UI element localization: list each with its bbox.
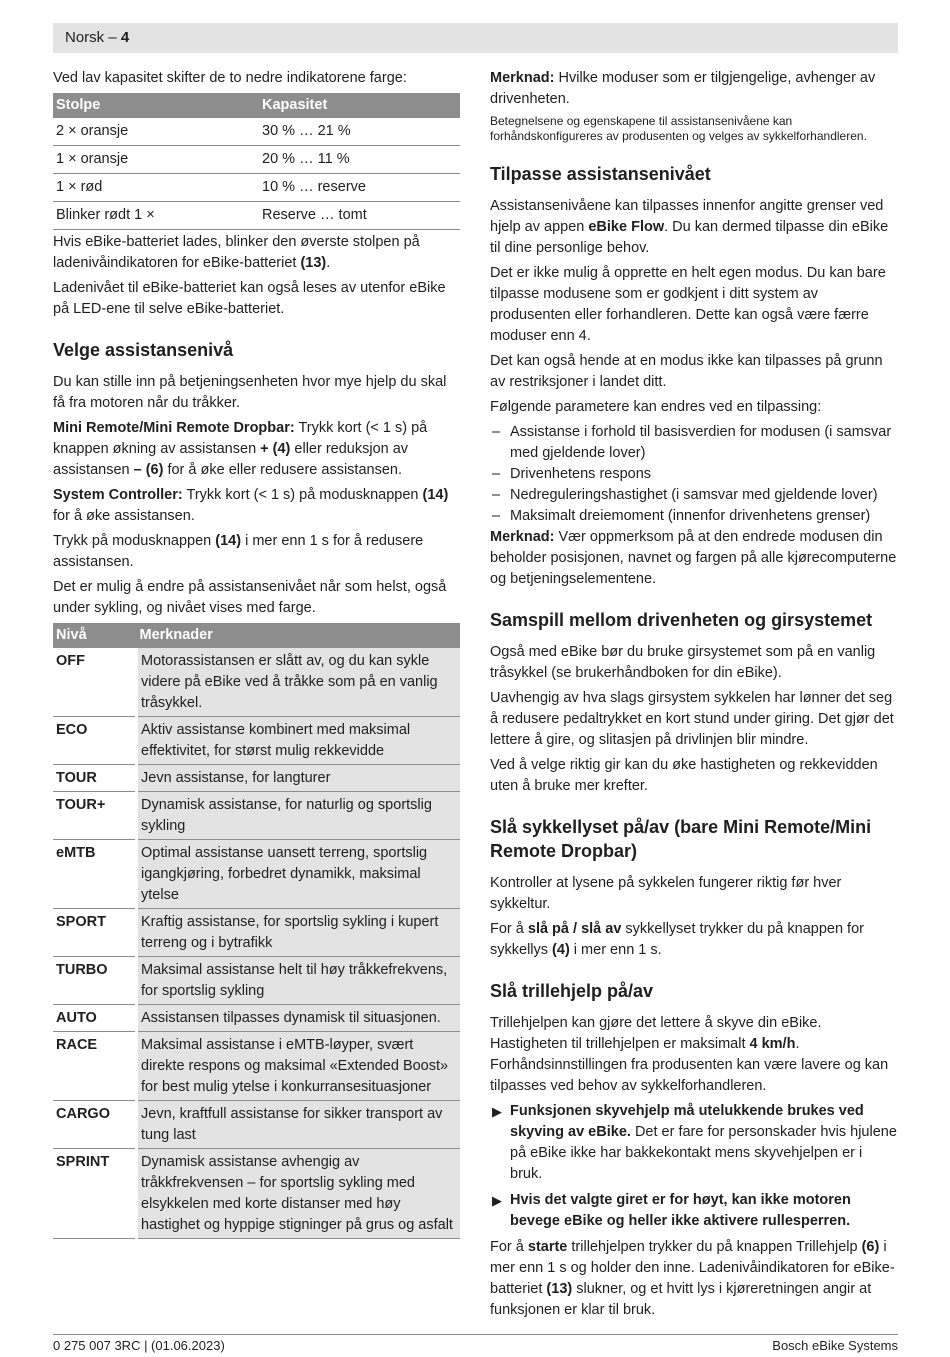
parameter-list — [490, 422, 898, 527]
table-row — [53, 840, 460, 909]
charging-paragraph — [53, 232, 460, 274]
text-span: . Du kan dermed tilpasse din eBike til dine personlige behov. — [490, 219, 889, 256]
text-span: i mer enn 1 s og holder den inne. Ladenivåindikatoren for eBike-batteriet — [490, 1239, 895, 1297]
table-row — [53, 118, 460, 146]
mode-button-paragraph — [53, 531, 460, 573]
level-description: Maksimal assistanse helt til høy tråkkefrekvens, for sportslig sykling — [137, 957, 461, 1005]
select-intro: Du kan stille inn på betjeningsenheten hvor mye hjelp du skal få fra motoren når du tråkker. — [53, 374, 447, 411]
level-description: Jevn, kraftfull assistanse for sikker transport av tung last — [137, 1101, 461, 1149]
adapt-paragraph-2: Det er ikke mulig å opprette en helt egen modus. Du kan bare tilpasse modusene som er godkjent i ditt system av produsenten eller forhandleren. Dette kan også være færre moduser enn 4. — [490, 265, 886, 344]
level-description: Aktiv assistanse kombinert med maksimal effektivitet, for størst mulig rekkevidde — [137, 717, 461, 765]
table-header-row — [53, 623, 460, 648]
light-paragraph-1: Kontroller at lysene på sykkelen fungerer riktig før hver sykkeltur. — [490, 875, 842, 912]
text-span: Trykk kort (< 1 s) på modusknappen — [182, 487, 423, 503]
push-paragraph-2 — [490, 1237, 898, 1321]
col-header-notes: Merknader — [137, 623, 461, 648]
text-span: slukner, og et hvitt lys i kjøreretningen angir at funksjonen er klar til bruk. — [490, 1281, 872, 1318]
gear-paragraph-1: Også med eBike bør du bruke girsystemet som på en vanlig tråsykkel (se brukerhåndboken for din eBike). — [490, 644, 876, 681]
ref-number: (4) — [552, 942, 570, 958]
speed-value: 4 km/h — [749, 1036, 796, 1052]
warning-bold: Funksjonen skyvehjelp må utelukkende brukes ved skyving av eBike. — [510, 1103, 864, 1140]
level-description: Optimal assistanse uansett terreng, sportslig igangkjøring, forbedret dynamikk, maksimal ytelse — [137, 840, 461, 909]
push-paragraph-1 — [490, 1013, 898, 1097]
col-header-level: Nivå — [53, 623, 137, 648]
list-item: – Drivenhetens respons — [490, 464, 898, 485]
text-span: for å øke assistansen. — [53, 508, 195, 524]
triangle-bullet-icon: ▶ — [492, 1193, 502, 1208]
warning-item — [490, 1190, 898, 1232]
text-span: Det er fare for personskader hvis hjulene på eBike ikke har bakkekontakt mens skyvehjelpen er i bruk. — [510, 1124, 897, 1182]
assist-level-table — [53, 623, 460, 1239]
level-description: Motorassistansen er slått av, og du kan sykle videre på eBike ved å tråkke som på en vanlig tråsykkel. — [137, 648, 461, 717]
table-header-row — [53, 93, 460, 118]
system-controller-paragraph — [53, 485, 460, 527]
table-row — [53, 1149, 460, 1239]
col-header-bar: Stolpe — [53, 93, 259, 118]
list-item: – Assistanse i forhold til basisverdien for modusen (i samsvar med gjeldende lover) — [490, 422, 898, 464]
gear-paragraph-3: Ved å velge riktig gir kan du øke hastigheten og rekkevidden uten å bruke mer krefter. — [490, 757, 878, 794]
text-span: For å — [490, 1239, 528, 1255]
header-label — [65, 29, 129, 46]
adapt-paragraph-3: Det kan også hende at en modus ikke kan tilpasses på grunn av restriksjoner i landet ditt. — [490, 353, 883, 390]
section-heading-bike-light: Slå sykkellyset på/av (bare Mini Remote/Mini Remote Dropbar) — [490, 817, 872, 861]
page-number: 4 — [120, 29, 130, 46]
list-item: – Maksimalt dreiemoment (innenfor drivenhetens grenser) — [490, 506, 898, 527]
bold-term: System Controller: — [53, 487, 183, 503]
level-description: Dynamisk assistanse, for naturlig og sportslig sykling — [137, 792, 461, 840]
level-name: AUTO — [53, 1005, 137, 1032]
text-span: Trykk kort (< 1 s) på knappen økning av assistansen — [53, 420, 428, 457]
note-modes — [490, 68, 898, 110]
level-name: TOUR+ — [53, 792, 137, 840]
footer-doc-number: 0 275 007 3RC | (01.06.2023) — [53, 1338, 225, 1353]
level-name: eMTB — [53, 840, 137, 909]
text-span: eller reduksjon av assistansen — [53, 441, 409, 478]
table-row — [53, 792, 460, 840]
table-row — [53, 957, 460, 1005]
table-cell: 10 % … reserve — [259, 174, 460, 202]
change-level-paragraph: Det er mulig å endre på assistansenivået når som helst, også under sykling, og nivået vises med farge. — [53, 579, 447, 616]
battery-capacity-table — [53, 93, 460, 230]
level-name: TURBO — [53, 957, 137, 1005]
level-description: Kraftig assistanse, for sportslig sykling i kupert terreng og i bytrafikk — [137, 909, 461, 957]
level-name: SPRINT — [53, 1149, 137, 1239]
table-row — [53, 648, 460, 717]
table-row — [53, 909, 460, 957]
warning-bold: Hvis det valgte giret er for høyt, kan ikke motoren bevege eBike og heller ikke aktivere rullesperren. — [510, 1192, 851, 1229]
section-heading-push-assist: Slå trillehjelp på/av — [490, 981, 654, 1001]
app-name: eBike Flow — [588, 219, 665, 235]
left-column — [53, 68, 460, 1241]
table-cell: Reserve … tomt — [259, 202, 460, 230]
ref-number: (6) — [861, 1239, 880, 1255]
text-span: . — [326, 255, 331, 271]
adapt-paragraph-1 — [490, 196, 898, 259]
table-row — [53, 1005, 460, 1032]
ref-number: (14) — [215, 533, 242, 549]
ref-number: (13) — [300, 255, 327, 271]
level-name: TOUR — [53, 765, 137, 792]
table-row — [53, 1032, 460, 1101]
ref-number: (13) — [546, 1281, 573, 1297]
text-span: Trillehjelpen kan gjøre det lettere å skyve din eBike. Hastigheten til trillehjelpen er maksimalt — [490, 1015, 822, 1052]
level-description: Jevn assistanse, for langturer — [137, 765, 461, 792]
text-span: Hvilke moduser som er tilgjengelige, avhenger av drivenheten. — [490, 70, 876, 107]
footer-brand: Bosch eBike Systems — [772, 1338, 898, 1353]
footer-divider — [53, 1334, 898, 1335]
level-name: RACE — [53, 1032, 137, 1101]
text-span: . Forhåndsinnstillingen fra produsenten kan være lavere og kan tilpasses ved behov av sykkelforhandleren. — [490, 1036, 889, 1094]
col-header-capacity: Kapasitet — [259, 93, 460, 118]
text-span: i mer enn 1 s. — [569, 942, 662, 958]
led-paragraph: Ladenivået til eBike-batteriet kan også leses av utenfor eBike på LED-ene til selve eBike-batteriet. — [53, 280, 446, 317]
level-name: CARGO — [53, 1101, 137, 1149]
text-span: trillehjelpen trykker du på knappen Trillehjelp — [567, 1239, 862, 1255]
ref-number: – (6) — [133, 462, 164, 478]
right-column — [490, 68, 898, 1325]
table-cell: 2 × oransje — [53, 118, 259, 146]
table-cell: 1 × rød — [53, 174, 259, 202]
section-heading-adapt-level: Tilpasse assistansenivået — [490, 164, 711, 184]
text-span: Trykk på modusknappen — [53, 533, 216, 549]
section-heading-select-level: Velge assistansenivå — [53, 340, 234, 360]
section-heading-gear-system: Samspill mellom drivenheten og girsystemet — [490, 610, 873, 630]
bold-term: Mini Remote/Mini Remote Dropbar: — [53, 420, 295, 436]
table-cell: 20 % … 11 % — [259, 146, 460, 174]
text-span: Assistansenivåene kan tilpasses innenfor angitte grenser ved hjelp av appen — [490, 198, 884, 235]
table-row — [53, 202, 460, 230]
table-row — [53, 174, 460, 202]
text-span: sykkellyset trykker du på knappen for sykkellys — [490, 921, 864, 958]
text-span: i mer enn 1 s for å redusere assistansen. — [53, 533, 424, 570]
level-name: OFF — [53, 648, 137, 717]
text-span: Vær oppmerksom på at den endrede modusen din beholder posisjonen, navnet og fargen på alle kjørecomputerne og betjeningselementene. — [490, 529, 897, 587]
ref-number: + (4) — [260, 441, 291, 457]
table-cell: Blinker rødt 1 × — [53, 202, 259, 230]
bold-term: slå på / slå av — [527, 921, 622, 937]
level-name: ECO — [53, 717, 137, 765]
battery-intro: Ved lav kapasitet skifter de to nedre indikatorene farge: — [53, 70, 407, 86]
text-span: for å øke eller redusere assistansen. — [163, 462, 402, 478]
level-description: Assistansen tilpasses dynamisk til situasjonen. — [137, 1005, 461, 1032]
note-label: Merknad: — [490, 529, 555, 545]
list-item: – Nedreguleringshastighet (i samsvar med gjeldende lover) — [490, 485, 898, 506]
header-language: Norsk – — [65, 29, 121, 46]
table-row — [53, 765, 460, 792]
bold-term: starte — [527, 1239, 568, 1255]
level-name: SPORT — [53, 909, 137, 957]
text-span: For å — [490, 921, 528, 937]
ref-number: (14) — [422, 487, 449, 503]
page-header — [53, 23, 898, 53]
table-row — [53, 1101, 460, 1149]
table-cell: 1 × oransje — [53, 146, 259, 174]
table-row — [53, 146, 460, 174]
adapt-paragraph-4: Følgende parametere kan endres ved en tilpassing: — [490, 399, 822, 415]
mini-remote-paragraph — [53, 418, 460, 481]
light-paragraph-2 — [490, 919, 898, 961]
text-span: Hvis eBike-batteriet lades, blinker den øverste stolpen på ladenivåindikatoren for eBike-batteriet — [53, 234, 420, 271]
table-row — [53, 717, 460, 765]
note-small-print: Betegnelsene og egenskapene til assistansenivåene kan forhåndskonfigureres av produsenten og velges av sykkelforhandleren. — [490, 114, 867, 143]
note-custom-mode — [490, 527, 898, 590]
level-description: Dynamisk assistanse avhengig av tråkkfrekvensen – for sportslig sykling med elsykkelen med korte distanser med høy hastighet og hyppige stigninger på grus og asfalt — [137, 1149, 461, 1239]
triangle-bullet-icon: ▶ — [492, 1104, 502, 1119]
note-label: Merknad: — [490, 70, 555, 86]
level-description: Maksimal assistanse i eMTB-løyper, svært direkte respons og maksimal «Extended Boost» for best mulig ytelse i konkurransesituasjoner — [137, 1032, 461, 1101]
table-cell: 30 % … 21 % — [259, 118, 460, 146]
gear-paragraph-2: Uavhengig av hva slags girsystem sykkelen har lønner det seg å redusere pedaltrykket en kort stund under giring. Det gjør det lettere å gire, og slitasjen på drivlinjen blir mindre. — [490, 690, 894, 748]
warning-item — [490, 1101, 898, 1185]
